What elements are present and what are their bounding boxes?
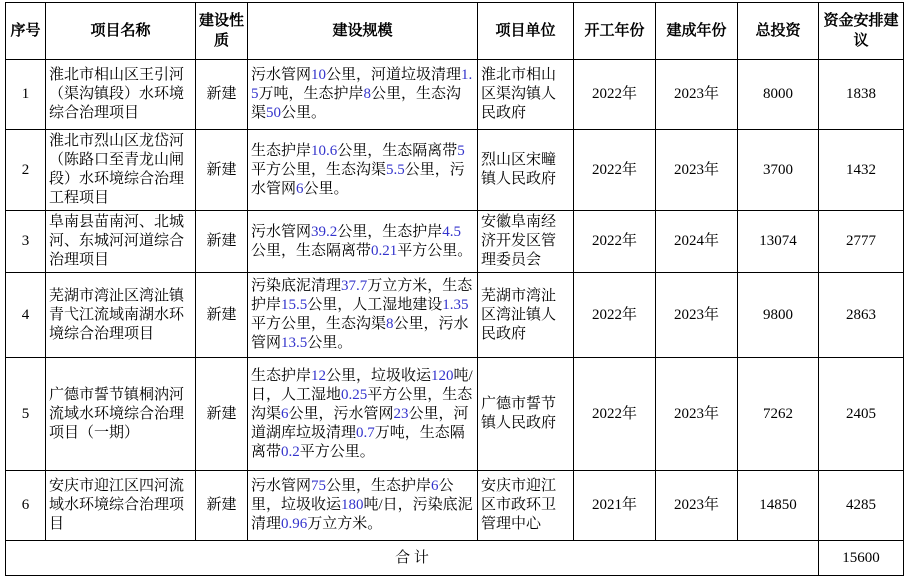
cell-unit: 烈山区宋疃镇人民政府 [478,130,574,211]
cell-scale: 污染底泥清理37.7万立方米，生态护岸15.5公里，人工湿地建设1.35平方公里，生态沟渠8公里，污水管网13.5公里。 [248,273,478,358]
cell-investment: 8000 [738,60,819,130]
cell-end-year: 2023年 [656,471,738,541]
header-scale: 建设规模 [248,3,478,60]
cell-end-year: 2023年 [656,60,738,130]
table-row [6,273,904,358]
cell-investment: 7262 [738,358,819,471]
header-row [6,3,904,60]
cell-nature: 新建 [196,211,248,273]
cell-seq: 1 [6,60,46,130]
cell-start-year: 2021年 [574,471,656,541]
cell-nature: 新建 [196,471,248,541]
cell-scale: 污水管网39.2公里，生态护岸4.5公里，生态隔离带0.21平方公里。 [248,211,478,273]
cell-nature: 新建 [196,130,248,211]
table-row [6,471,904,541]
cell-end-year: 2023年 [656,358,738,471]
cell-nature: 新建 [196,358,248,471]
cell-seq: 3 [6,211,46,273]
cell-project-name: 芜湖市湾沚区湾沚镇青弋江流域南湖水环境综合治理项目 [46,273,196,358]
cell-unit: 安庆市迎江区市政环卫管理中心 [478,471,574,541]
table-row [6,358,904,471]
cell-funding: 4285 [819,471,904,541]
cell-scale: 污水管网10公里，河道垃圾清理1.5万吨，生态护岸8公里，生态沟渠50公里。 [248,60,478,130]
cell-seq: 6 [6,471,46,541]
cell-nature: 新建 [196,273,248,358]
cell-start-year: 2022年 [574,130,656,211]
cell-funding: 2777 [819,211,904,273]
cell-seq: 5 [6,358,46,471]
header-investment: 总投资 [738,3,819,60]
cell-unit: 淮北市相山区渠沟镇人民政府 [478,60,574,130]
cell-start-year: 2022年 [574,273,656,358]
header-nature: 建设性质 [196,3,248,60]
cell-project-name: 淮北市相山区王引河（渠沟镇段）水环境综合治理项目 [46,60,196,130]
cell-end-year: 2023年 [656,130,738,211]
cell-start-year: 2022年 [574,211,656,273]
cell-end-year: 2023年 [656,273,738,358]
cell-seq: 4 [6,273,46,358]
header-project-name: 项目名称 [46,3,196,60]
header-end-year: 建成年份 [656,3,738,60]
table-row [6,130,904,211]
cell-project-name: 阜南县苗南河、北城河、东城河河道综合治理项目 [46,211,196,273]
cell-unit: 安徽阜南经济开发区管理委员会 [478,211,574,273]
cell-funding: 1838 [819,60,904,130]
table-row [6,211,904,273]
cell-start-year: 2022年 [574,358,656,471]
cell-investment: 9800 [738,273,819,358]
table-row [6,60,904,130]
cell-scale: 生态护岸10.6公里，生态隔离带5平方公里，生态沟渠5.5公里，污水管网6公里。 [248,130,478,211]
cell-funding: 2405 [819,358,904,471]
cell-project-name: 广德市誓节镇桐汭河流域水环境综合治理项目（一期） [46,358,196,471]
cell-nature: 新建 [196,60,248,130]
cell-funding: 1432 [819,130,904,211]
cell-start-year: 2022年 [574,60,656,130]
cell-project-name: 淮北市烈山区龙岱河（陈路口至青龙山闸段）水环境综合治理工程项目 [46,130,196,211]
cell-investment: 3700 [738,130,819,211]
cell-end-year: 2024年 [656,211,738,273]
header-seq: 序号 [6,3,46,60]
cell-project-name: 安庆市迎江区四河流域水环境综合治理项目 [46,471,196,541]
cell-investment: 13074 [738,211,819,273]
cell-seq: 2 [6,130,46,211]
projects-table [5,2,904,576]
header-start-year: 开工年份 [574,3,656,60]
cell-funding: 2863 [819,273,904,358]
cell-scale: 污水管网75公里，生态护岸6公里，垃圾收运180吨/日，污染底泥清理0.96万立方米。 [248,471,478,541]
header-unit: 项目单位 [478,3,574,60]
header-funding: 资金安排建议 [819,3,904,60]
cell-unit: 芜湖市湾沚区湾沚镇人民政府 [478,273,574,358]
cell-unit: 广德市誓节镇人民政府 [478,358,574,471]
cell-scale: 生态护岸12公里，垃圾收运120吨/日，人工湿地0.25平方公里，生态沟渠6公里，污水管网23公里，河道湖库垃圾清理0.7万吨，生态隔离带0.2平方公里。 [248,358,478,471]
total-row [6,541,904,576]
total-value-cell: 15600 [819,541,904,576]
total-label-cell: 合 计 [6,541,819,576]
cell-investment: 14850 [738,471,819,541]
